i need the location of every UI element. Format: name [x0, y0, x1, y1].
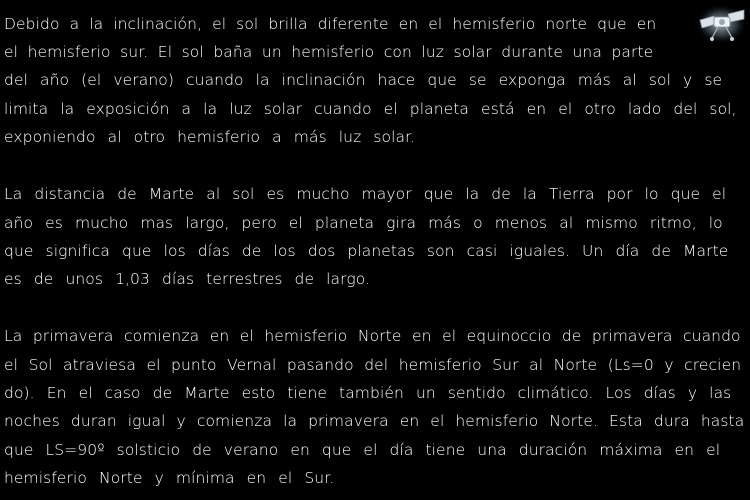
paragraph-1-line-1: Debido a la inclinación, el sol brilla diferente en el hemisferio norte que en — [4, 15, 657, 33]
paragraph-1-line-5: exponiendo al otro hemisferio a más luz solar. — [4, 128, 416, 146]
paragraph-2-line-2: año es mucho mas largo, pero el planeta gira más o menos al mismo ritmo, lo — [4, 214, 723, 232]
paragraph-3-line-1: La primavera comienza en el hemisferio Norte en el equinoccio de primavera cuando — [4, 327, 741, 345]
paragraph-2-line-4: es de unos 1,03 días terrestres de largo. — [4, 270, 371, 288]
paragraph-1-line-2: el hemisferio sur. El sol baña un hemisferio con luz solar durante una parte — [4, 43, 654, 61]
paragraph-1-line-3: del año (el verano) cuando la inclinación hace que se exponga más al sol y se — [4, 71, 723, 89]
paragraph-3-line-5: que LS=90º solsticio de verano en que el día tiene una duración máxima en el — [4, 441, 721, 459]
paragraph-3-line-3: do). En el caso de Marte esto tiene también un sentido climático. Los días y las — [4, 384, 732, 402]
paragraph-3-line-2: el Sol atraviesa el punto Vernal pasando del hemisferio Sur al Norte (Ls=0 y crecien — [4, 356, 742, 374]
paragraph-2-line-1: La distancia de Marte al sol es mucho mayor que la de la Tierra por lo que el — [4, 185, 727, 203]
spacecraft-icon — [694, 2, 748, 46]
paragraph-1-line-4: limita la exposición a la luz solar cuando el planeta está en el otro lado del sol, — [4, 100, 737, 118]
paragraph-2-line-3: que significa que los días de los dos planetas son casi iguales. Un día de Marte — [4, 242, 729, 260]
paragraph-3-line-6: hemisferio Norte y mínima en el Sur. — [4, 469, 335, 487]
paragraph-3-line-4: noches duran igual y comienza la primavera en el hemisferio Norte. Esta dura hasta — [4, 412, 745, 430]
